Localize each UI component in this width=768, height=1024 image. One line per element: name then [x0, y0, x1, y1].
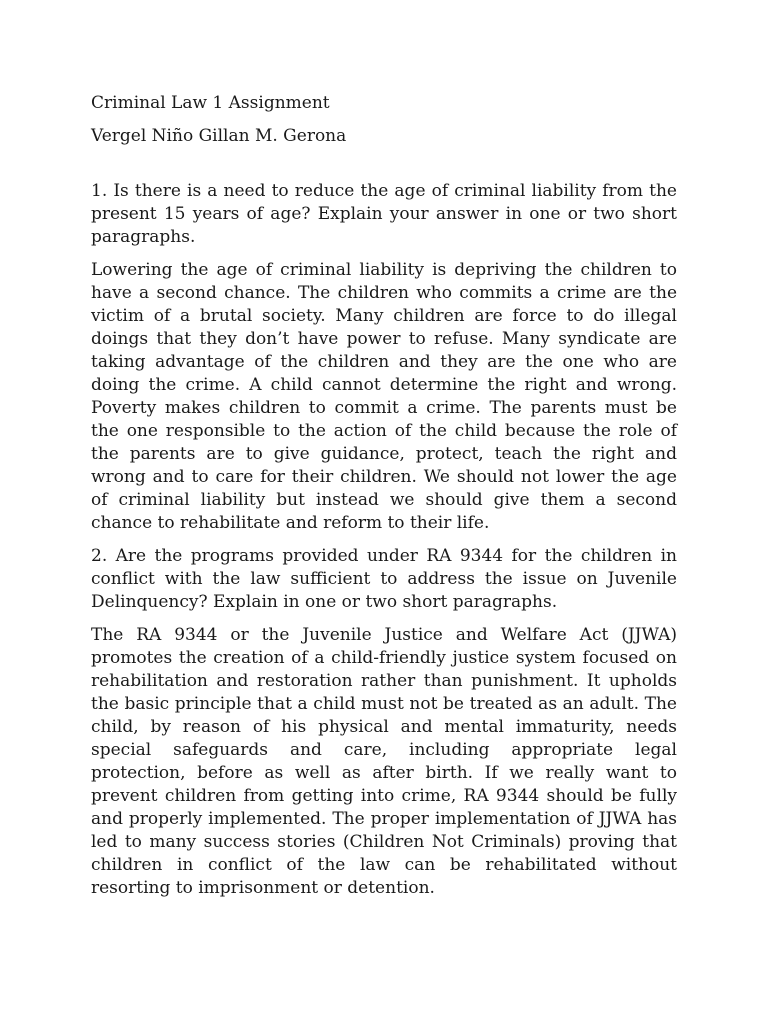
- author-name: Vergel Niño Gillan M. Gerona: [91, 126, 347, 146]
- answer-2: The RA 9344 or the Juvenile Justice and Welfare Act (JJWA) promotes the creation of a child-friendly justice system focused on rehabilitation and restoration rather than punishment. It upholds the basic principle that a child must not be treated as an adult. The child, by reason of his physical and mental immaturity, needs special safeguards and care, including appropriate legal protection, before as well as after birth. If we really want to prevent children from getting into crime, RA 9344 should be fully and properly implemented. The proper implementation of JJWA has led to many success stories (Children Not Criminals) proving that children in conflict of the law can be rehabilitated without resorting to imprisonment or detention.: [91, 625, 677, 898]
- document-title: Criminal Law 1 Assignment: [91, 93, 330, 113]
- document-body: [91, 92, 677, 900]
- question-2: 2. Are the programs provided under RA 9344 for the children in conflict with the law sufficient to address the issue on Juvenile Delinquency? Explain in one or two short paragraphs.: [91, 546, 677, 612]
- question-1: 1. Is there is a need to reduce the age of criminal liability from the present 15 years of age? Explain your answer in one or two short paragraphs.: [91, 181, 677, 247]
- answer-1: Lowering the age of criminal liability is depriving the children to have a second chance. The children who commits a crime are the victim of a brutal society. Many children are force to do illegal doings that they don’t have power to refuse. Many syndicate are taking advantage of the children and they are the one who are doing the crime. A child cannot determine the right and wrong. Poverty makes children to commit a crime. The parents must be the one responsible to the action of the child because the role of the parents are to give guidance, protect, teach the right and wrong and to care for their children. We should not lower the age of criminal liability but instead we should give them a second chance to rehabilitate and reform to their life.: [91, 260, 677, 533]
